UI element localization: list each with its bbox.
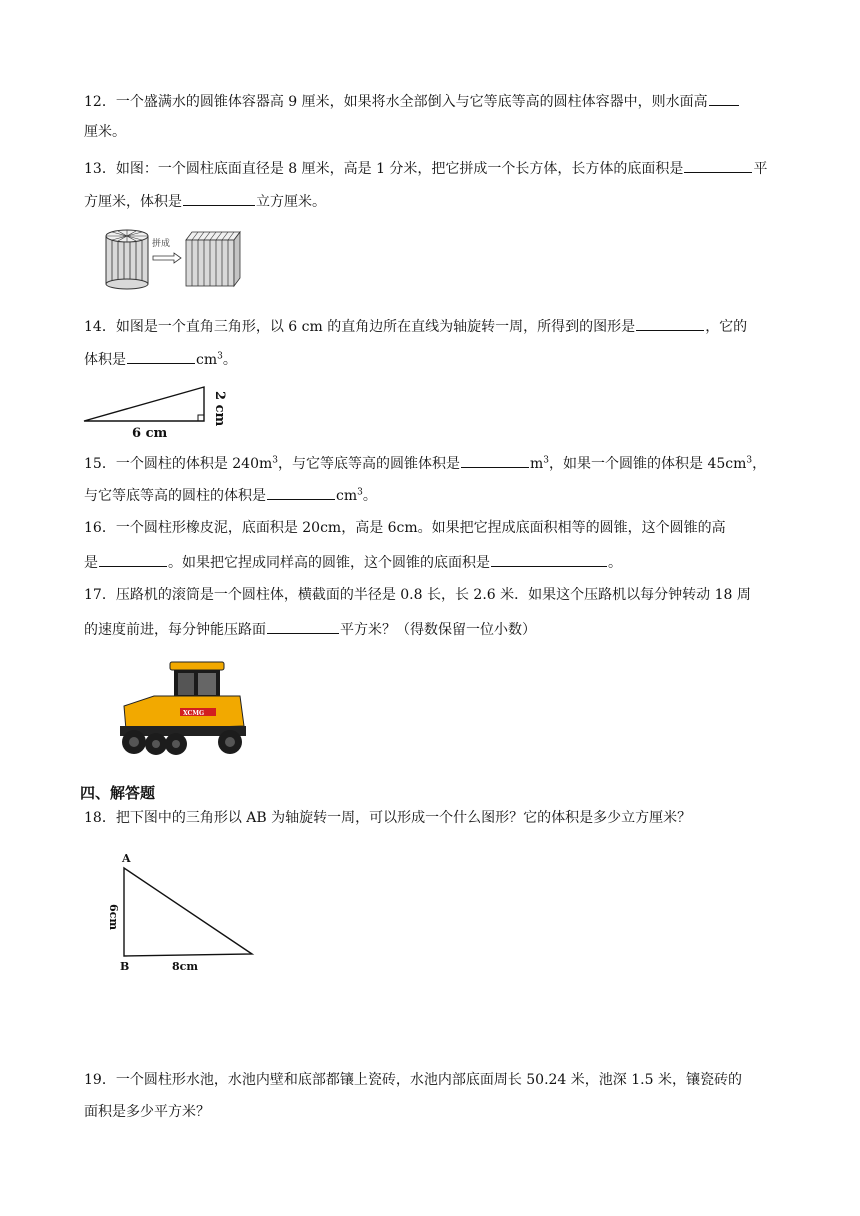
question-16-line-2: 是 。如果把它捏成同样高的圆锥，这个圆锥的底面积是 。 [84, 551, 622, 573]
question-13-line-1: 13．如图：一个圆柱底面直径是 8 厘米，高是 1 分米，把它拼成一个长方体，长方体的底面积是 平 [84, 157, 767, 179]
question-13-line-2: 方厘米，体积是 立方厘米。 [84, 190, 326, 212]
answer-blank[interactable] [183, 190, 255, 206]
question-15-line-2: 与它等底等高的圆柱的体积是 $cm^3$。 [84, 484, 377, 506]
question-19-line-1: 19．一个圆柱形水池，水池内壁和底部都镶上瓷砖，水池内部底面周长 50.24 米，池深 1.5 米，镶瓷砖的 [84, 1072, 742, 1088]
question-18-line-1: 18．把下图中的三角形以 AB 为轴旋转一周，可以形成一个什么图形？它的体积是多少立方厘米？ [84, 810, 692, 826]
vertex-label-a: A [122, 852, 131, 865]
side-label-8cm: 8cm [172, 960, 198, 973]
vertex-label-b: B [120, 960, 130, 973]
answer-blank[interactable] [491, 551, 607, 567]
right-angle-mark [198, 415, 204, 421]
answer-blank[interactable] [684, 157, 752, 173]
arrow-label: 拼成 [152, 239, 171, 249]
question-14-line-2: 体积是 $cm^3$。 [84, 348, 237, 370]
question-16-line-1: 16．一个圆柱形橡皮泥，底面积是 20cm，高是 6cm。如果把它捏成底面积相等的圆锥，这个圆锥的高 [84, 520, 726, 536]
answer-blank[interactable] [267, 618, 339, 634]
answer-blank[interactable] [636, 315, 704, 331]
answer-blank[interactable] [709, 90, 739, 106]
question-15-line-1: 15．一个圆柱的体积是 $240m^3$，与它等底等高的圆锥体积是 $m^3$，如果一个圆锥的体积是 $45cm^3$， [84, 452, 766, 474]
cylinder-shape [106, 230, 148, 289]
roller-cab-roof [170, 662, 224, 670]
section-heading: 四、解答题 [80, 784, 156, 802]
side-label-6cm: 6 cm [132, 426, 168, 441]
side-label-6cm: 6cm [107, 904, 120, 930]
arrow-icon [152, 237, 181, 263]
triangle-abc [124, 868, 252, 956]
answer-blank[interactable] [461, 452, 529, 468]
triangle-abc-figure [106, 850, 266, 978]
question-17-line-1: 17．压路机的滚筒是一个圆柱体，横截面的半径是 0.8 长，长 2.6 米．如果这个压路机以每分钟转动 18 周 [84, 587, 751, 603]
question-19-line-2: 面积是多少平方米？ [84, 1104, 210, 1120]
question-12-line-2: 厘米。 [84, 124, 126, 140]
answer-blank[interactable] [267, 484, 335, 500]
right-triangle [84, 387, 204, 421]
answer-blank[interactable] [127, 348, 195, 364]
cylinder-to-cuboid-figure [100, 226, 245, 292]
cuboid-shape [186, 232, 240, 286]
right-triangle-figure [80, 377, 230, 443]
question-17-line-2: 的速度前进，每分钟能压路面 平方米？（得数保留一位小数） [84, 618, 536, 640]
road-roller-image [114, 656, 248, 760]
roller-brand: XCMG [183, 710, 205, 717]
side-label-2cm: 2 cm [212, 391, 227, 427]
answer-blank[interactable] [99, 551, 167, 567]
question-14-line-1: 14．如图是一个直角三角形，以 6 cm 的直角边所在直线为轴旋转一周，所得到的图形是 ，它的 [84, 315, 747, 337]
question-12-line-1: 12．一个盛满水的圆锥体容器高 9 厘米，如果将水全部倒入与它等底等高的圆柱体容器中，则水面高 [84, 90, 740, 112]
